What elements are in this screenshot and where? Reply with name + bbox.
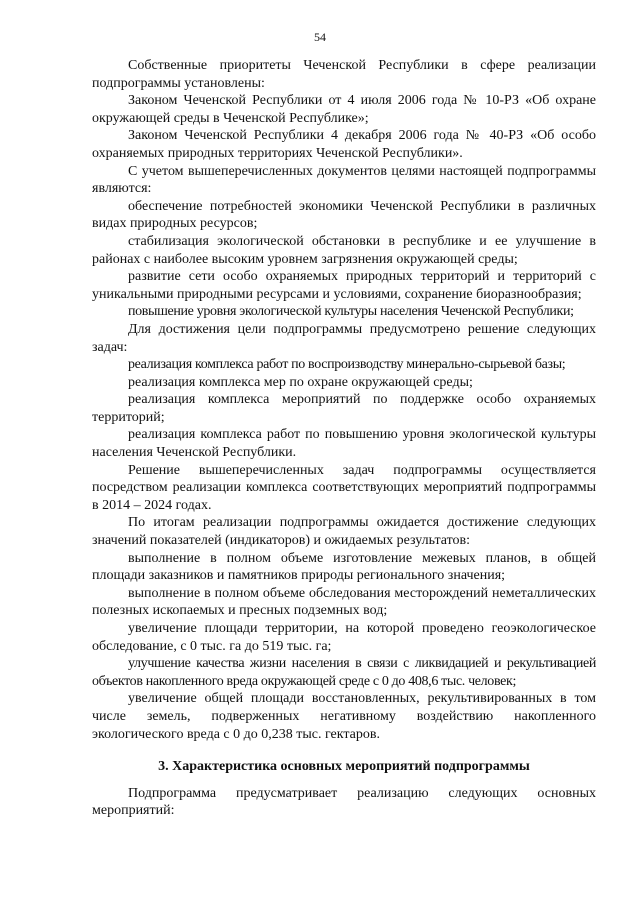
- paragraph-tasks-intro: Для достижения цели подпрограммы предусмотрено решение следующих задач:: [92, 321, 596, 355]
- goal-item: стабилизация экологической обстановки в республике и ее улучшение в районах с наиболее высоким уровнем загрязнения окружающей среды;: [92, 233, 596, 267]
- result-item: увеличение общей площади восстановленных, рекультивированных в том числе земель, подверженных негативному воздействию накопленного экологического вреда с 0 до 0,238 тыс. гектаров.: [92, 691, 596, 742]
- paragraph-results-intro: По итогам реализации подпрограммы ожидается достижение следующих значений показателей (индикаторов) и ожидаемых результатов:: [92, 515, 596, 549]
- result-item: выполнение в полном объеме изготовление межевых планов, в общей площади заказников и памятников природы регионального значения;: [92, 550, 596, 584]
- task-item: реализация комплекса мер по охране окружающей среды;: [128, 374, 473, 390]
- result-item: выполнение в полном объеме обследования месторождений неметаллических полезных ископаемых и пресных подземных вод;: [92, 585, 596, 619]
- document-body: [92, 57, 596, 820]
- goal-item: повышение уровня экологической культуры населения Чеченской Республики;: [128, 304, 574, 320]
- paragraph-goals-intro: С учетом вышеперечисленных документов целями настоящей подпрограммы являются:: [92, 163, 596, 197]
- task-item: реализация комплекса работ по повышению уровня экологической культуры населения Чеченской Республики.: [92, 427, 596, 461]
- paragraph-measures-intro: Подпрограмма предусматривает реализацию следующих основных мероприятий:: [92, 785, 596, 819]
- result-item: увеличение площади территории, на которой проведено геоэкологическое обследование, с 0 тыс. га до 519 тыс. га;: [92, 621, 596, 654]
- result-item: улучшение качества жизни населения в связи с ликвидацией и рекультивацией объектов накопленного вреда окружающей среде с 0 до 408,6 тыс. человек;: [92, 656, 596, 689]
- section-heading: 3. Характеристика основных мероприятий подпрограммы: [158, 759, 530, 775]
- task-item: реализация комплекса мероприятий по поддержке особо охраняемых территорий;: [92, 392, 596, 425]
- paragraph-law-40: Законом Чеченской Республики 4 декабря 2006 года № 40-РЗ «Об особо охраняемых природных территориях Чеченской Республики».: [92, 128, 596, 161]
- task-item: реализация комплекса работ по воспроизводству минерально-сырьевой базы;: [128, 357, 566, 373]
- goal-item: развитие сети особо охраняемых природных территорий и территорий с уникальными природными ресурсами и условиями, сохранение биоразнообразия;: [92, 269, 596, 302]
- paragraph-priorities: Собственные приоритеты Чеченской Республики в сфере реализации подпрограммы установлены:: [92, 58, 596, 91]
- page-number: 54: [314, 30, 326, 44]
- paragraph-law-10: Законом Чеченской Республики от 4 июля 2006 года № 10-РЗ «Об охране окружающей среды в Чеченской Республике»;: [92, 93, 596, 126]
- paragraph-implementation: Решение вышеперечисленных задач подпрограммы осуществляется посредством реализации комплекса соответствующих мероприятий подпрограммы в 2014 – 2024 годах.: [92, 462, 596, 513]
- goal-item: обеспечение потребностей экономики Чеченской Республики в различных видах природных ресурсов;: [92, 198, 596, 232]
